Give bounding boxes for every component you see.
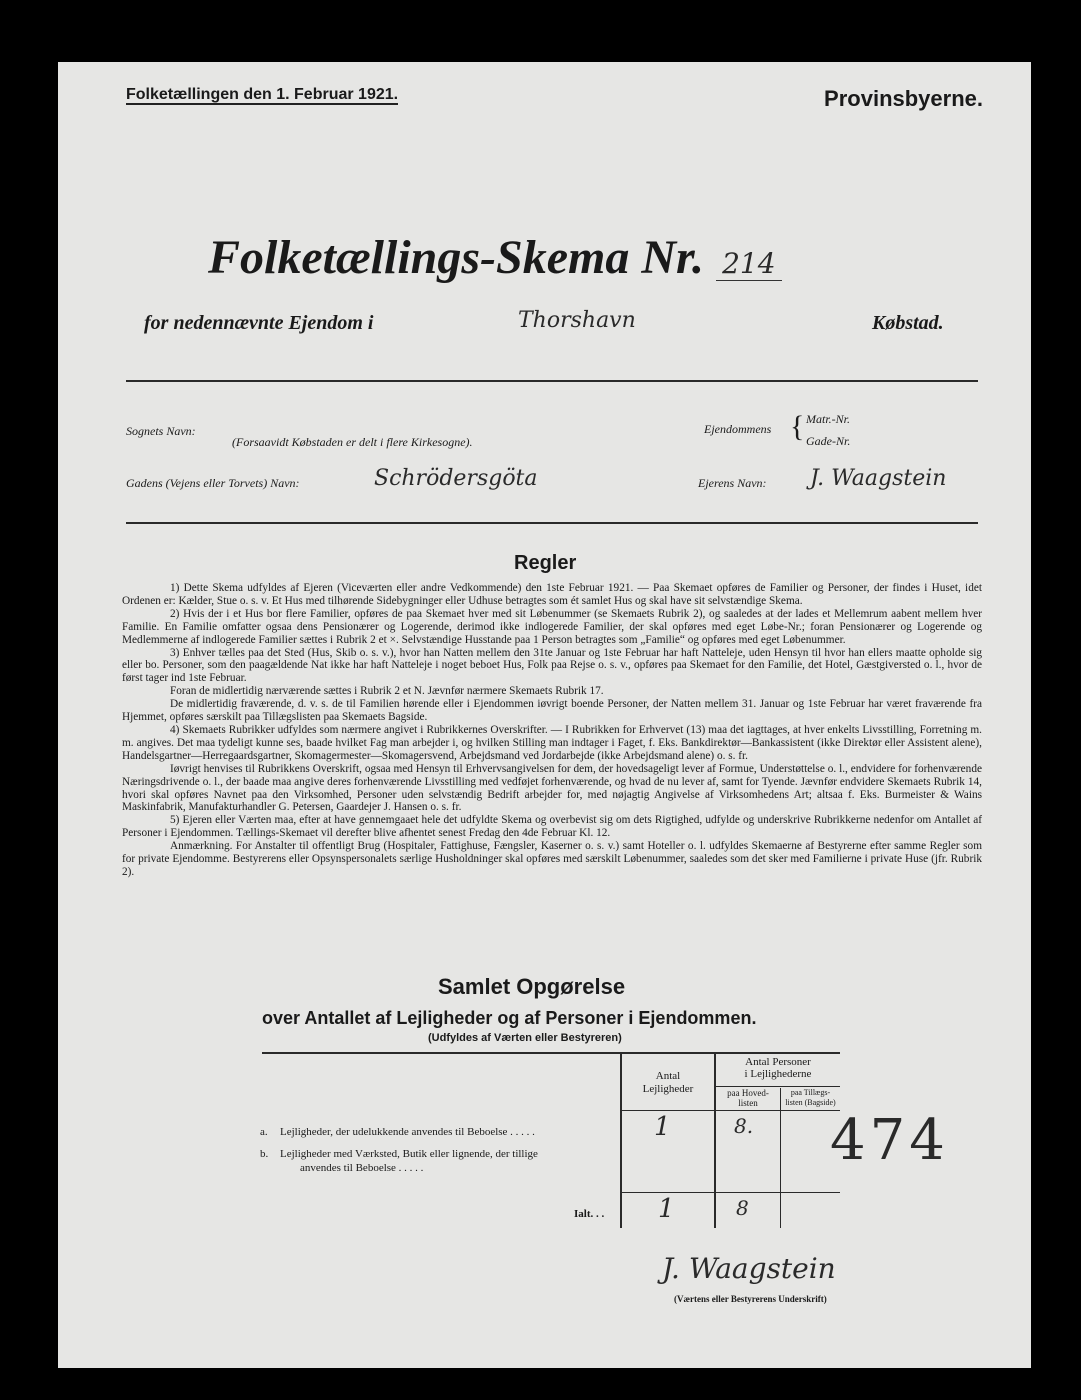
matr-label: Matr.-Nr. bbox=[806, 412, 851, 426]
col-persons-line: Antal Personer bbox=[745, 1056, 811, 1068]
owner-name-value: J. Waagstein bbox=[810, 466, 947, 491]
summary-subheading: over Antallet af Lejligheder og af Personer i Ejendommen. bbox=[262, 1008, 757, 1028]
parish-note: (Forsaavidt Købstaden er delt i flere Kirkesogne). bbox=[232, 435, 473, 449]
col-apartments-line: Antal bbox=[655, 1070, 681, 1082]
subtitle-suffix: Købstad. bbox=[872, 312, 944, 334]
summary-heading: Samlet Opgørelse bbox=[438, 974, 626, 999]
form-title bbox=[208, 230, 782, 285]
rule-paragraph: 4) Skemaets Rubrikker udfyldes som nærmere angivet i Rubrikkernes Overskrifter. — I Rubrikken for Erhvervet (13) maa det iagttages, at hver enkelts Livsstilling, Forretning m. m. angives. Det maa tydeligt kunne ses, baade hvilket Fag man arbejder i, og hvilken Stilling man indtager i Faget, f. Eks. Bankdirektør—Bankassistent (ikke Direktør eller Assistent alene), Handelsgartner—Herregaardsgartner, Skomagermester—Skomagersvend, Arbejdsmand ved Jordarbejde (ikke Arbejdsmand alene) o. s. fr. bbox=[122, 723, 982, 762]
census-date-text: Folketællingen den 1. Februar 1921. bbox=[126, 86, 399, 103]
total-label: Ialt. . . bbox=[574, 1208, 605, 1220]
col-main-line: listen bbox=[738, 1098, 758, 1108]
col-apartments-line: Lejligheder bbox=[642, 1083, 694, 1095]
property-label: Ejendommens bbox=[704, 422, 772, 436]
table-header-rule bbox=[620, 1110, 840, 1111]
rule-paragraph: 3) Enhver tælles paa det Sted (Hus, Skib o. s. v.), hvor han Natten mellem den 31te Januar og 1ste Februar har haft Natteleje, uden Hensyn til hvor han ellers maatte opholde sig eller bo. Personer, som den paagældende Nat ikke har haft Natteleje i noget beboet Hus, Folk paa Rejse o. s. v., opføres paa Skemaet for den Familie, det Hotel, Gæstgiversted o. l., hvor de først tager ind 1ste Februar. bbox=[122, 646, 982, 685]
row-b-letter: b. bbox=[260, 1148, 269, 1160]
census-date-line bbox=[126, 86, 398, 104]
row-b-text: Lejligheder med Værksted, Butik eller lignende, der tillige bbox=[280, 1148, 538, 1160]
table-total-rule bbox=[620, 1192, 840, 1193]
col-supp-line: listen (Bagside) bbox=[785, 1098, 836, 1107]
host-signature: J. Waagstein bbox=[662, 1252, 836, 1285]
table-top-rule bbox=[262, 1052, 840, 1054]
summary-note: (Udfyldes af Værten eller Bestyreren) bbox=[428, 1032, 622, 1044]
rule-paragraph: 2) Hvis der i et Hus bor flere Familier, opføres de paa Skemaet hver med sit Løbenummer (se Skemaets Rubrik 2), og saaledes at der lades et Mellemrum aabent mellem hver Familie. En Familie omfatter ogsaa dens Pensionærer og Logerende, derimod ikke indlogerede Familier, der skal opføres med eget Løbe-Nr.; foran Pensionærer og Logerende og Medlemmerne af indlogerede Familier sættes i Rubrik 2 et ×. Selvstændige Husstande paa 1 Person betragtes som „Familie“ og opføres med eget Løbenummer. bbox=[122, 607, 982, 646]
table-subheader-rule bbox=[714, 1086, 840, 1087]
rules-heading: Regler bbox=[514, 552, 577, 574]
rule-paragraph: 1) Dette Skema udfyldes af Ejeren (Viceværten eller andre Vedkommende) den 1ste Februar 1921. — Paa Skemaet opføres de Familier og Personer, der findes i Huset, idet Ordenen er: Kælder, Stue o. s. v. Et Hus med tilhørende Sidebygninger eller Udhuse betragtes som ét samlet Hus og skal have sit selvstændige Skema. bbox=[122, 582, 982, 607]
col-supp-list-header bbox=[781, 1088, 840, 1108]
signature-caption: (Værtens eller Bestyrerens Underskrift) bbox=[674, 1294, 827, 1304]
row-a-text: Lejligheder, der udelukkende anvendes til Beboelse . . . . . bbox=[280, 1126, 535, 1138]
col-apartments-header bbox=[622, 1070, 714, 1096]
owner-label: Ejerens Navn: bbox=[698, 476, 767, 490]
margin-note: 474 bbox=[830, 1108, 949, 1173]
rule-paragraph: De midlertidig fraværende, d. v. s. de til Familien hørende eller i Ejendommen iøvrigt boende Personer, der Natten mellem 31. Januar og 1ste Februar har været fraværende fra Hjemmet, opføres særskilt paa Tillægslisten paa Skemaets Bagside. bbox=[122, 698, 982, 724]
street-number-label: Gade-Nr. bbox=[806, 434, 851, 448]
row-b-text: anvendes til Beboelse . . . . . bbox=[300, 1162, 424, 1174]
divider-middle bbox=[126, 522, 978, 524]
row-a-main-list: 8. bbox=[734, 1114, 754, 1138]
rule-paragraph: Anmærkning. For Anstalter til offentligt Brug (Hospitaler, Fattighuse, Fængsler, Kaserner o. s. v.) samt Hoteller o. l. udfyldes Skemaerne af Bestyrerne efter samme Regler som for private Ejendomme. Bestyrerens eller Opsynspersonalets særlige Husholdninger skal opføres med særskilt Løbenummer, saaledes som det sker med Familierne i private Huse (jfr. Rubrik 2). bbox=[122, 840, 982, 878]
table-col-divider bbox=[780, 1088, 781, 1228]
subtitle-prefix: for nedennævnte Ejendom i bbox=[144, 312, 374, 334]
form-number: 214 bbox=[716, 247, 781, 281]
census-form-sheet bbox=[58, 62, 1031, 1368]
property-brace: { bbox=[790, 410, 805, 443]
rule-paragraph: 5) Ejeren eller Værten maa, efter at have gennemgaaet hele det udfyldte Skema og overbevist sig om dets Rigtighed, udfylde og underskrive Rubrikkerne nedenfor om Antallet af Personer i Ejendommen. Tællings-Skemaet vil derefter blive afhentet senest Fredag den 4de Februar Kl. 12. bbox=[122, 814, 982, 840]
town-name: Thorshavn bbox=[518, 308, 636, 333]
total-apartments: 1 bbox=[658, 1194, 675, 1224]
street-name-value: Schrödersgöta bbox=[374, 466, 538, 491]
rule-paragraph: Foran de midlertidig nærværende sættes i Rubrik 2 et N. Jævnfør nærmere Skemaets Rubrik 17. bbox=[170, 685, 604, 698]
category-label: Provinsbyerne. bbox=[824, 86, 983, 111]
street-name-label: Gadens (Vejens eller Torvets) Navn: bbox=[126, 476, 300, 490]
rules-body bbox=[122, 582, 982, 879]
parish-label: Sognets Navn: bbox=[126, 424, 196, 438]
divider-top bbox=[126, 380, 978, 382]
total-main-list: 8 bbox=[736, 1196, 749, 1220]
col-persons-header bbox=[716, 1056, 840, 1080]
rule-paragraph: Iøvrigt henvises til Rubrikkens Overskrift, ogsaa med Hensyn til Erhvervsangivelsen for dem, der hovedsageligt lever af Formue, Understøttelse o. l., endvidere for forhenværende Næringsdrivende o. l., der baade maa angive deres forhenværende Livsstilling med vedføjet forhenværende, og hvad de nu lever af, samt for Tyende. Jævnfør endvidere Skemaets Rubrik 14, hvori skal opføres Navnet paa den Virksomhed, Personer uden selvstændig Bedrift arbejder for, med nøjagtig Angivelse af Virksomhedens Art; altsaa f. Eks. Burmeister & Wains Maskinfabrik, Manufakturhandler G. Petersen, Gaardejer J. Hansen o. s. fr. bbox=[122, 762, 982, 814]
col-persons-line: i Lejlighederne bbox=[744, 1068, 812, 1080]
col-main-list-header bbox=[716, 1088, 780, 1108]
col-main-line: paa Hoved- bbox=[727, 1088, 769, 1098]
row-a-letter: a. bbox=[260, 1126, 268, 1138]
form-title-text: Folketællings-Skema Nr. bbox=[208, 231, 705, 284]
row-a-apartments: 1 bbox=[654, 1112, 671, 1142]
col-supp-line: paa Tillægs- bbox=[790, 1088, 831, 1097]
